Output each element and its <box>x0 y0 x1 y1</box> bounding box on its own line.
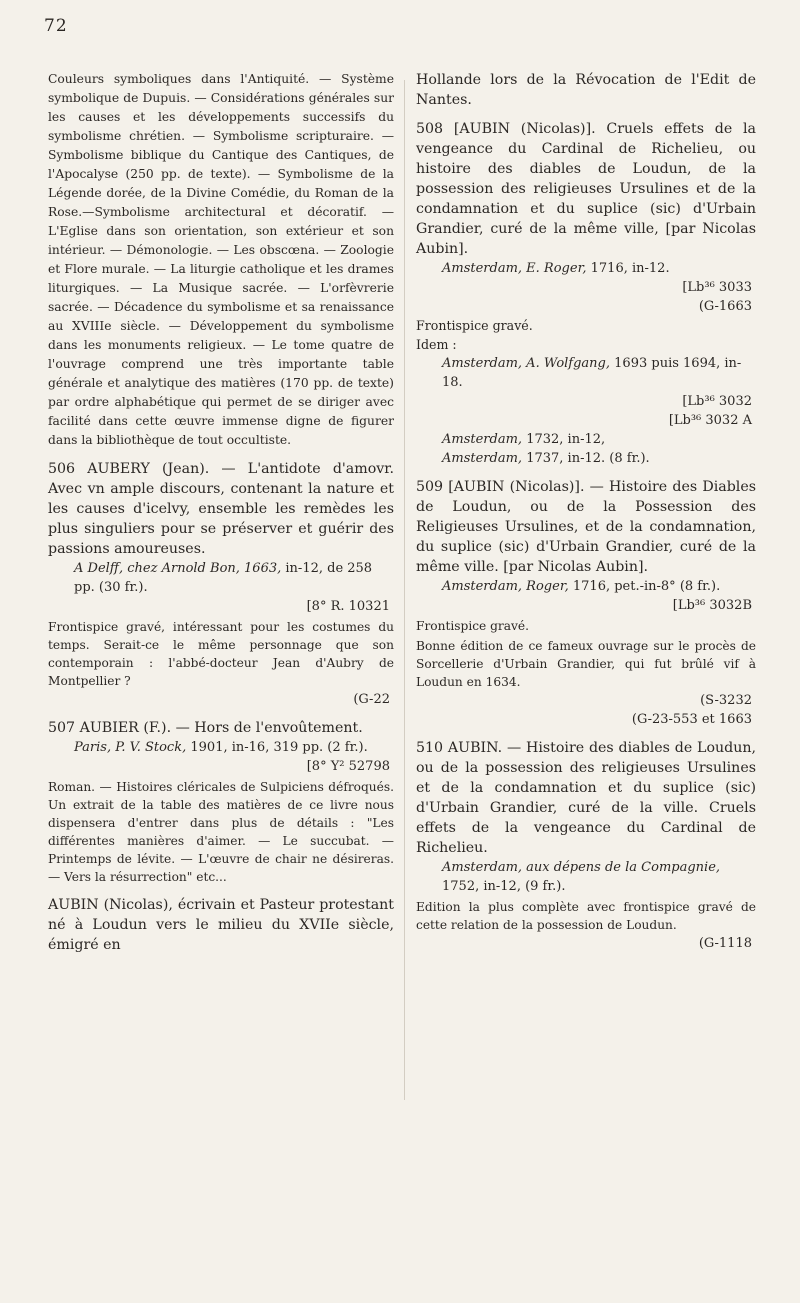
entry-508-imprint3-italic: Amsterdam, <box>442 432 523 447</box>
entry-508-imprint4-plain: 1737, in-12. (8 fr.). <box>526 451 650 466</box>
entry-507-note: Roman. — Histoires cléricales de Sulpiciens défroqués. Un extrait de la table des matières de ce livre nous dispensera d'entrer dans plus de détails : "Les différentes manières d'aimer. — Le succubat. — Printemps de lévite. — L'œuvre de chair ne désireras. — Vers la résurrection" etc... <box>48 780 394 884</box>
entry-507-imprint <box>48 738 394 757</box>
entry-508-imprint4 <box>416 449 756 468</box>
entry-509-note1: Frontispice gravé. <box>416 619 529 633</box>
intro-paragraph: Couleurs symboliques dans l'Antiquité. — Système symbolique de Dupuis. — Considérations générales sur les causes et les développements successifs du symbolisme chrétien. — Symbolisme scripturaire. — Symbolisme biblique du Cantique des Cantiques, de l'Apocalyse (250 pp. de texte). — Symbolisme de la Légende dorée, de la Divine Comédie, du Roman de la Rose.—Symbolisme architectural et décoratif. — L'Eglise dans son orientation, son extérieur et son intérieur. — Démonologie. — Les obscœna. — Zoologie et Flore murale. — La liturgie catholique et les drames liturgiques. — La Musique sacrée. — L'orfèvrerie sacrée. — Décadence du symbolisme et sa renaissance au XVIIIe siècle. — Développement du symbolisme dans les monuments religieux. — Le tome quatre de l'ouvrage comprend une très importante table générale et analytique des matières (170 pp. de texte) par ordre alphabétique qui permet de se diriger avec facilité dans cette œuvre immense digne de figurer dans la bibliothèque de tout occultiste. <box>48 72 394 447</box>
entry-510-imprint-italic: Amsterdam, aux dépens de la Compagnie, <box>442 860 721 875</box>
entry-510-imprint-plain: 1752, in-12, (9 fr.). <box>442 879 566 894</box>
entry-508-idem: Idem : <box>416 337 457 352</box>
entry-506-note: Frontispice gravé, intéressant pour les costumes du temps. Serait-ce le même personnage que son contemporain : l'abbé-docteur Jean d'Aubry de Montpellier ? <box>48 620 394 688</box>
entry-508-ref: [Lb³⁶ 3033 <box>682 280 752 295</box>
entry-510-ref: (G-1118 <box>698 936 752 951</box>
entry-508-imprint-plain: 1716, in-12. <box>590 261 670 276</box>
entry-508-imprint2-italic: Amsterdam, A. Wolfgang, <box>442 356 611 371</box>
entry-509-heading: 509 [AUBIN (Nicolas)]. — Histoire des Diables de Loudun, ou de la Possession des Religieuses Ursulines, et de la condamnation, du suplice (sic) d'Urbain Grandier, curé de la même ville. [par Nicolas Aubin]. <box>416 479 756 575</box>
entry-508-imprint4-italic: Amsterdam, <box>442 451 523 466</box>
entry-508-imprint2-plain: 1693 puis 1694, in-18. <box>442 356 742 390</box>
entry-509-note2: Bonne édition de ce fameux ouvrage sur le procès de Sorcellerie d'Urbain Grandier, qui fut brûlé vif à Loudun en 1634. <box>416 639 756 689</box>
entry-508-imprint <box>416 259 756 278</box>
entry-506-imprint <box>48 559 394 597</box>
entry-508-imprint3 <box>416 430 756 449</box>
entry-509-imprint <box>416 577 756 596</box>
entry-510-imprint <box>416 858 756 896</box>
entry-506-ref2: (G-22 <box>353 692 390 707</box>
page-number: 72 <box>44 16 68 36</box>
entry-506-ref: [8° R. 10321 <box>306 599 390 614</box>
entry-509-imprint-italic: Amsterdam, Roger, <box>442 579 569 594</box>
entry-507-ref: [8° Y² 52798 <box>306 759 390 774</box>
entry-509-ref: [Lb³⁶ 3032B <box>672 598 752 613</box>
entry-509-ref2: (S-3232 <box>700 693 752 708</box>
entry-506-imprint-italic: A Delff, chez Arnold Bon, 1663, <box>74 561 282 576</box>
entry-508-imprint2 <box>416 354 756 392</box>
right-column <box>416 70 756 953</box>
entry-507-imprint-italic: Paris, P. V. Stock, <box>74 740 187 755</box>
entry-509-ref3: (G-23-553 et 1663 <box>631 712 752 727</box>
aubin-biography-continued: Hollande lors de la Révocation de l'Edit de Nantes. <box>416 72 756 108</box>
entry-507-imprint-plain: 1901, in-16, 319 pp. (2 fr.). <box>190 740 368 755</box>
entry-508-note: Frontispice gravé. <box>416 318 533 333</box>
entry-508-imprint3-plain: 1732, in-12, <box>526 432 606 447</box>
entry-508-ref3: [Lb³⁶ 3032 <box>682 394 752 409</box>
entry-510-note: Edition la plus complète avec frontispice gravé de cette relation de la possession de Loudun. <box>416 900 756 932</box>
column-divider <box>404 80 405 1100</box>
entry-510-heading: 510 AUBIN. — Histoire des diables de Loudun, ou de la possession des religieuses Ursulines et de la condamnation et du suplice (sic) d'Urbain Grandier, curé de la ville. Cruels effets de la vengeance du Cardinal de Richelieu. <box>416 740 756 856</box>
entry-508-heading: 508 [AUBIN (Nicolas)]. Cruels effets de la vengeance du Cardinal de Richelieu, ou histoire des diables de Loudun, de la possession des religieuses Ursulines et de la condamnation et du suplice (sic) d'Urbain Grandier, curé de la même ville, [par Nicolas Aubin]. <box>416 121 756 257</box>
entry-508-imprint-italic: Amsterdam, E. Roger, <box>442 261 587 276</box>
left-column <box>48 70 394 955</box>
aubin-biography: AUBIN (Nicolas), écrivain et Pasteur protestant né à Loudun vers le milieu du XVIIe siècle, émigré en <box>48 897 394 953</box>
entry-508-ref4: [Lb³⁶ 3032 A <box>668 413 752 428</box>
entry-509-imprint-plain: 1716, pet.-in-8° (8 fr.). <box>572 579 721 594</box>
entry-508-ref2: (G-1663 <box>698 299 752 314</box>
entry-507-heading: 507 AUBIER (F.). — Hors de l'envoûtement. <box>48 720 363 736</box>
entry-506-heading: 506 AUBERY (Jean). — L'antidote d'amovr. Avec vn ample discours, contenant la nature et les causes d'icelvy, ensemble les remèdes les plus singuliers pour se préserver et guérir des passions amoureuses. <box>48 461 394 557</box>
entry-506-imprint-plain: in-12, de 258 pp. (30 fr.). <box>74 561 373 595</box>
